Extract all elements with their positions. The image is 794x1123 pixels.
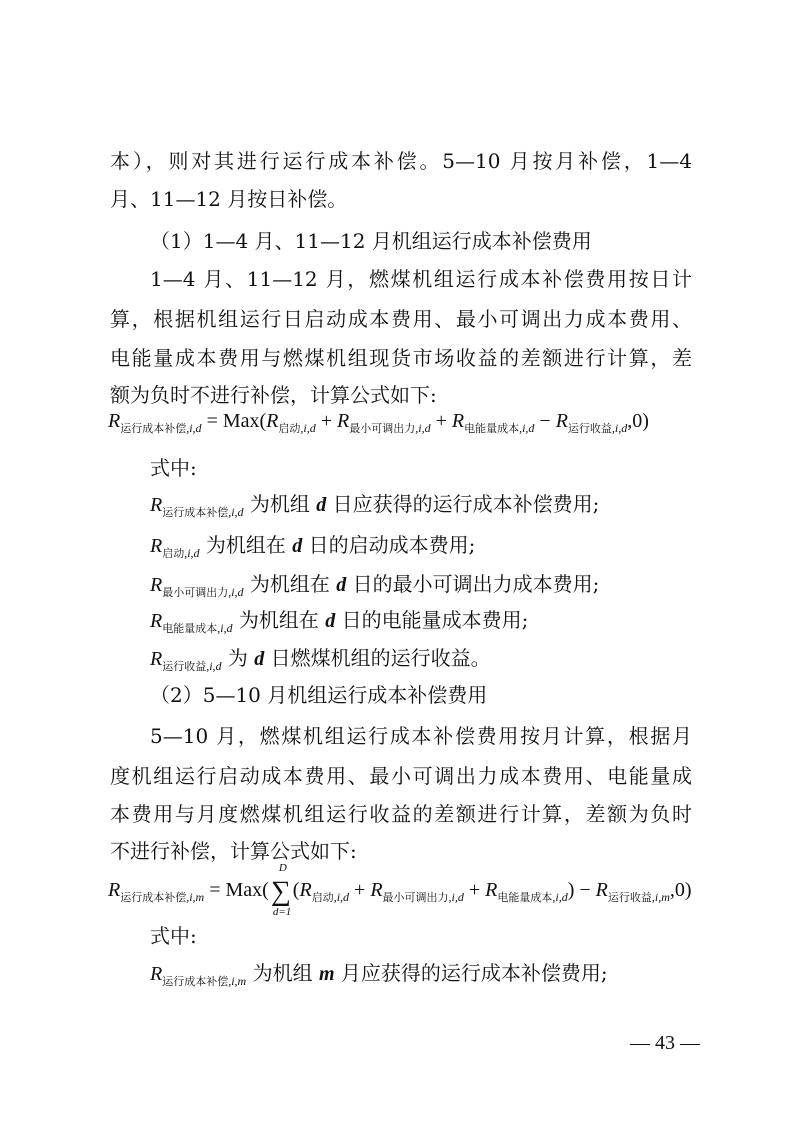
definition: $R_{电能量成本,i,d}$ 为机组在 d 日的电能量成本费用; (150, 608, 529, 635)
section-heading: （2）5—10 月机组运行成本补偿费用 (150, 683, 488, 707)
text-line: 5—10 月，燃煤机组运行成本补偿费用按月计算，根据月 (150, 724, 692, 748)
text-line: 1—4 月、11—12 月，燃煤机组运行成本补偿费用按日计 (150, 267, 692, 291)
definition: $R_{最小可调出力,i,d}$ 为机组在 d 日的最小可调出力成本费用; (150, 572, 600, 599)
definition: $R_{运行成本补偿,i,m}$ 为机组 m 月应获得的运行成本补偿费用; (150, 961, 608, 988)
where-label: 式中: (150, 456, 197, 480)
definition: $R_{运行收益,i,d}$ 为 d 日燃煤机组的运行收益。 (150, 646, 491, 673)
definition: $R_{运行成本补偿,i,d}$ 为机组 d 日应获得的运行成本补偿费用; (150, 492, 600, 519)
text-line: 电能量成本费用与燃煤机组现货市场收益的差额进行计算，差 (110, 346, 692, 370)
page-number: — 43 — (630, 1032, 700, 1054)
section-heading: （1）1—4 月、11—12 月机组运行成本补偿费用 (150, 229, 592, 253)
text-line: 额为负时不进行补偿，计算公式如下: (110, 383, 437, 407)
text-line: 月、11—12 月按日补偿。 (110, 187, 348, 211)
text-line: 度机组运行启动成本费用、最小可调出力成本费用、电能量成 (110, 764, 692, 788)
formula-monthly: $R_{运行成本补偿,i,m} = Max(\sum$ D d=1 $(R_{启动,i,d} + R_{最小可调出力,i,d} + R_{电能量成本,i,d}) - R_{运行收益,i,m},0$) (108, 862, 692, 918)
definition: $R_{启动,i,d}$ 为机组在 d 日的启动成本费用; (150, 533, 476, 560)
where-label: 式中: (150, 924, 197, 948)
text-line: 本费用与月度燃煤机组运行收益的差额进行计算，差额为负时 (110, 802, 692, 826)
text-line: 不进行补偿，计算公式如下: (110, 839, 357, 863)
text-line: 算，根据机组运行日启动成本费用、最小可调出力成本费用、 (110, 307, 692, 331)
sum-symbol: ∑ D d=1 (270, 862, 292, 918)
text-line: 本），则对其进行运行成本补偿。5—10 月按月补偿，1—4 (110, 149, 692, 173)
formula-daily: $R_{运行成本补偿,i,d} = Max(R_{启动,i,d} + R_{最小可调出力,i,d} + R_{电能量成本,i,d} - R_{运行收益,i,d},0)$ (108, 410, 649, 435)
